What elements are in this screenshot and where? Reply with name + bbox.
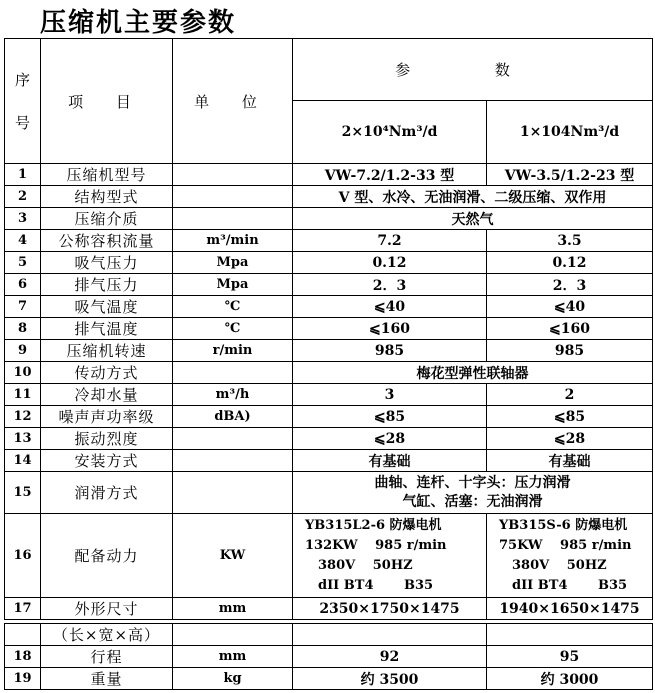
row-name: 冷却水量 <box>41 384 173 406</box>
power-a-line-4: dII BT4 B35 <box>305 577 434 593</box>
power-a-line-1: YB315L2-6 防爆电机 <box>305 517 442 533</box>
row-no: 5 <box>5 252 41 274</box>
table-row <box>5 274 653 296</box>
table-row <box>5 646 653 668</box>
row-no <box>5 624 41 646</box>
row-unit: ℃ <box>173 296 293 318</box>
table-row <box>5 514 653 598</box>
table-row <box>5 362 653 384</box>
row-value-merged: 天然气 <box>293 208 653 230</box>
row-no: 16 <box>5 514 41 598</box>
row-no: 9 <box>5 340 41 362</box>
params-table <box>4 38 653 620</box>
table-row <box>5 164 653 186</box>
row-value-b <box>487 624 653 646</box>
row-value-b: 2．3 <box>487 274 653 296</box>
row-no: 6 <box>5 274 41 296</box>
row-no: 18 <box>5 646 41 668</box>
row-no: 1 <box>5 164 41 186</box>
row-unit: Mpa <box>173 252 293 274</box>
table-row <box>5 318 653 340</box>
table-row <box>5 208 653 230</box>
row-no: 2 <box>5 186 41 208</box>
power-b-line-1: YB315S-6 防爆电机 <box>499 517 628 533</box>
power-cell-b <box>487 514 653 598</box>
row-value-a: 7.2 <box>293 230 487 252</box>
params-table-continued <box>4 623 653 690</box>
row-value-merged: 梅花型弹性联轴器 <box>293 362 653 384</box>
row-unit <box>173 428 293 450</box>
row-value-b: ⩽85 <box>487 406 653 428</box>
table-row <box>5 252 653 274</box>
row-value-b: 有基础 <box>487 450 653 472</box>
row-name: 传动方式 <box>41 362 173 384</box>
row-name: 行程 <box>41 646 173 668</box>
row-unit: kg <box>173 668 293 690</box>
table-row <box>5 230 653 252</box>
row-unit: r/min <box>173 340 293 362</box>
model-a-header: 2×10⁴Nm³/d <box>293 101 487 164</box>
table-row <box>5 186 653 208</box>
row-no: 13 <box>5 428 41 450</box>
row-value-b: 3.5 <box>487 230 653 252</box>
row-no: 3 <box>5 208 41 230</box>
lubrication-line-1: 曲轴、连杆、十字头：压力润滑 <box>374 474 571 491</box>
table-row <box>5 450 653 472</box>
row-no: 10 <box>5 362 41 384</box>
row-name: 吸气压力 <box>41 252 173 274</box>
row-unit: m³/min <box>173 230 293 252</box>
lubrication-line-2: 气缸、活塞：无油润滑 <box>402 493 543 510</box>
params-header <box>293 39 653 101</box>
table-row <box>5 428 653 450</box>
row-unit: KW <box>173 514 293 598</box>
row-name: 公称容积流量 <box>41 230 173 252</box>
row-value-b: 0.12 <box>487 252 653 274</box>
row-unit: dBA) <box>173 406 293 428</box>
power-b-line-4: dII BT4 B35 <box>499 577 628 593</box>
row-unit <box>173 164 293 186</box>
row-value-a: ⩽28 <box>293 428 487 450</box>
row-name: 压缩机型号 <box>41 164 173 186</box>
row-value-b: ⩽160 <box>487 318 653 340</box>
table-row <box>5 340 653 362</box>
row-unit: mm <box>173 646 293 668</box>
row-name: 排气温度 <box>41 318 173 340</box>
row-unit <box>173 186 293 208</box>
row-name: 排气压力 <box>41 274 173 296</box>
table-row <box>5 668 653 690</box>
row-value-b: 95 <box>487 646 653 668</box>
unit-header-label: 单 位 <box>194 92 271 111</box>
row-name: 配备动力 <box>41 514 173 598</box>
row-value-a: 2．3 <box>293 274 487 296</box>
row-name: 结构型式 <box>41 186 173 208</box>
row-no: 8 <box>5 318 41 340</box>
row-name: 振动烈度 <box>41 428 173 450</box>
row-value-b: VW-3.5/1.2-23 型 <box>487 164 653 186</box>
row-unit: mm <box>173 598 293 620</box>
row-no: 4 <box>5 230 41 252</box>
row-value-a: 约 3500 <box>293 668 487 690</box>
power-cell-a <box>293 514 487 598</box>
seq-header-bottom: 号 <box>14 114 30 132</box>
row-name: 噪声声功率级 <box>41 406 173 428</box>
row-value-a: 0.12 <box>293 252 487 274</box>
table-row <box>5 296 653 318</box>
table-row <box>5 472 653 514</box>
row-value-a: VW-7.2/1.2-33 型 <box>293 164 487 186</box>
row-value-a: 2350×1750×1475 <box>293 598 487 620</box>
row-value-b: 1940×1650×1475 <box>487 598 653 620</box>
row-value-a: ⩽160 <box>293 318 487 340</box>
row-unit: m³/h <box>173 384 293 406</box>
table-row <box>5 406 653 428</box>
row-value-a: ⩽85 <box>293 406 487 428</box>
row-value-a: ⩽40 <box>293 296 487 318</box>
row-value-a: 985 <box>293 340 487 362</box>
row-no: 15 <box>5 472 41 514</box>
row-value-a: 有基础 <box>293 450 487 472</box>
row-value-b: 约 3000 <box>487 668 653 690</box>
row-no: 11 <box>5 384 41 406</box>
row-unit: ℃ <box>173 318 293 340</box>
row-unit <box>173 472 293 514</box>
params-header-label: 参 数 <box>395 61 550 79</box>
row-name: 外形尺寸 <box>41 598 173 620</box>
dimension-note: （长×宽×高） <box>41 624 173 646</box>
row-no: 17 <box>5 598 41 620</box>
power-b-line-2: 75KW 985 r/min <box>499 537 632 553</box>
row-unit <box>173 362 293 384</box>
row-name: 吸气温度 <box>41 296 173 318</box>
row-value-a <box>293 624 487 646</box>
seq-header-top: 序 <box>14 71 30 89</box>
row-name: 压缩介质 <box>41 208 173 230</box>
row-name: 重量 <box>41 668 173 690</box>
table-row <box>5 598 653 620</box>
row-name: 压缩机转速 <box>41 340 173 362</box>
power-a-line-3: 380V 50HZ <box>305 557 413 573</box>
row-name: 安装方式 <box>41 450 173 472</box>
power-b-line-3: 380V 50HZ <box>499 557 607 573</box>
row-value-a: 3 <box>293 384 487 406</box>
row-name: 润滑方式 <box>41 472 173 514</box>
model-b-header: 1×104Nm³/d <box>487 101 653 164</box>
unit-header <box>173 39 293 164</box>
row-value-b: ⩽40 <box>487 296 653 318</box>
row-value-b: ⩽28 <box>487 428 653 450</box>
row-unit <box>173 624 293 646</box>
row-unit <box>173 208 293 230</box>
row-no: 7 <box>5 296 41 318</box>
row-value-b: 985 <box>487 340 653 362</box>
item-header-label: 项 目 <box>68 92 145 111</box>
seq-header <box>5 39 41 164</box>
lubrication-cell <box>293 472 653 514</box>
row-unit: Mpa <box>173 274 293 296</box>
row-value-b: 2 <box>487 384 653 406</box>
table-row <box>5 624 653 646</box>
page-title: 压缩机主要参数 <box>40 8 237 38</box>
power-a-line-2: 132KW 985 r/min <box>305 537 447 553</box>
row-value-merged: V 型、水冷、无油润滑、二级压缩、双作用 <box>293 186 653 208</box>
row-no: 19 <box>5 668 41 690</box>
row-no: 12 <box>5 406 41 428</box>
row-unit <box>173 450 293 472</box>
row-no: 14 <box>5 450 41 472</box>
table-row <box>5 384 653 406</box>
item-header <box>41 39 173 164</box>
row-value-a: 92 <box>293 646 487 668</box>
